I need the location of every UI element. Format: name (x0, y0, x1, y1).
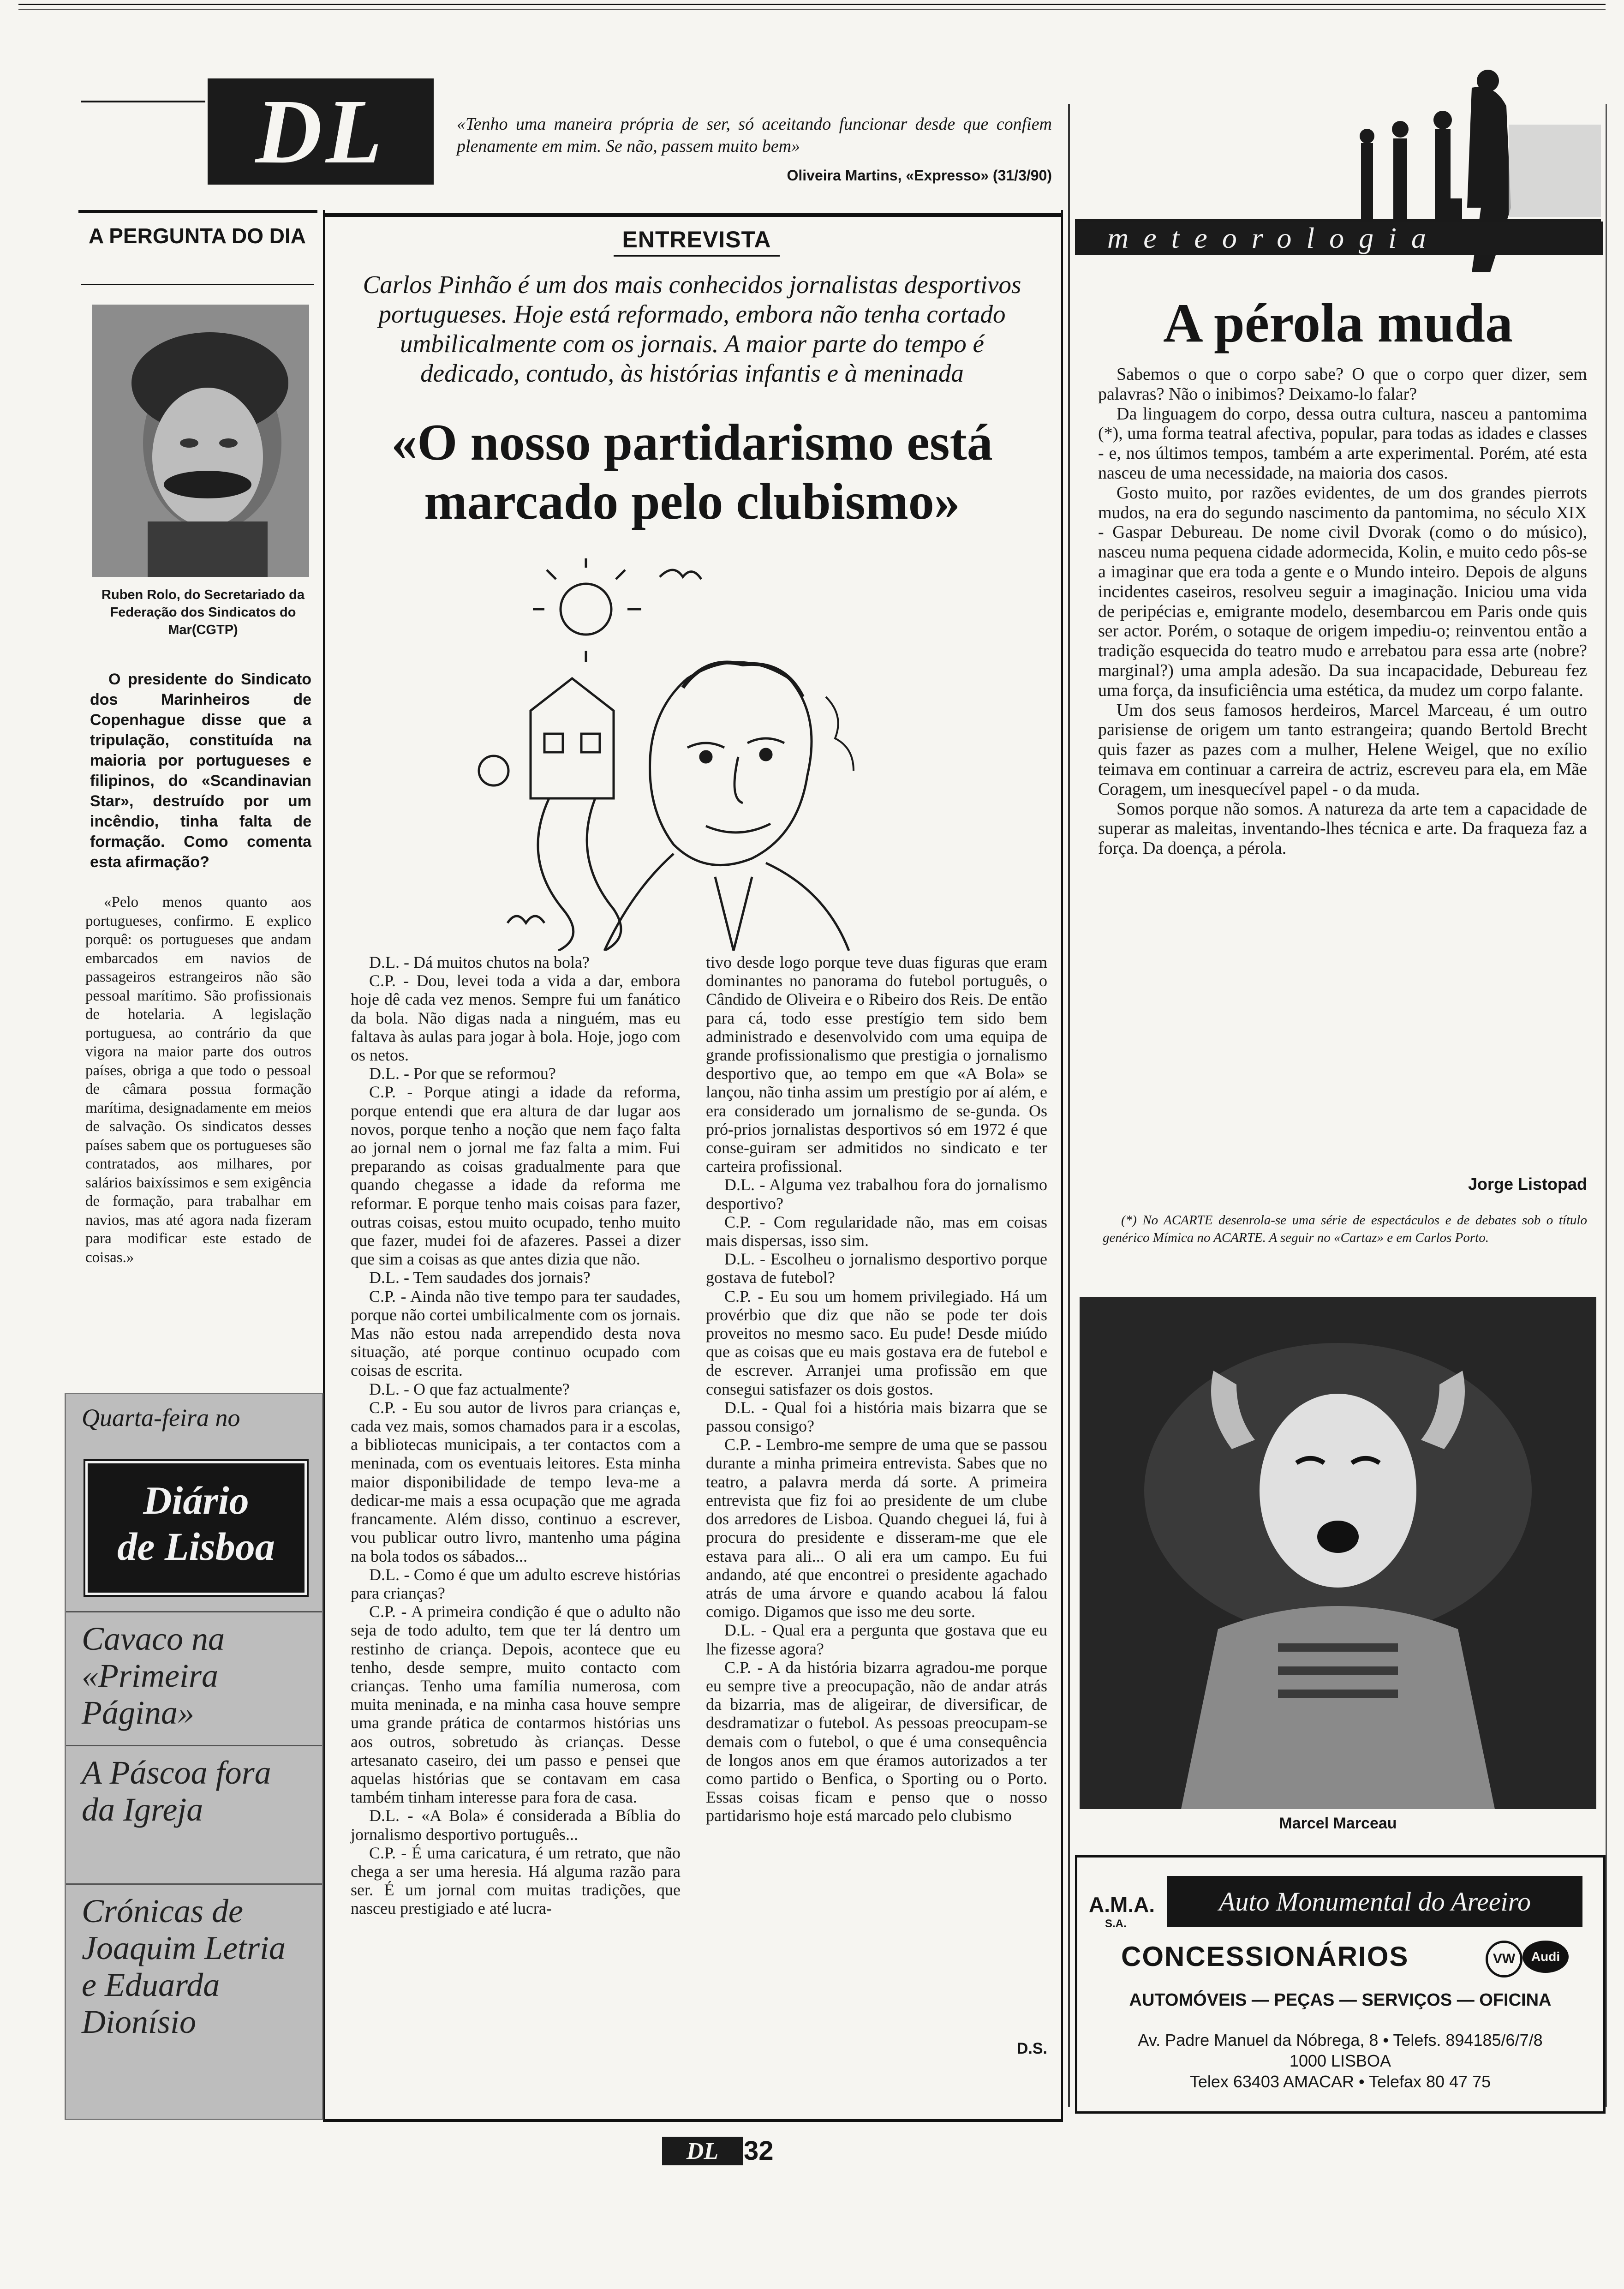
right-headline: A pérola muda (1163, 292, 1513, 354)
qa-5: D.L. - Tem saudades dos jornais? (369, 1268, 591, 1287)
marcel-marceau-photo (1080, 1297, 1596, 1809)
qa-1: D.L. - Dá muitos chutos na bola? (369, 953, 590, 971)
meteorologia-bar (1075, 222, 1603, 255)
ad-ama: A.M.A. (1089, 1893, 1155, 1917)
dl-header-logo (208, 78, 434, 185)
ad-telex: Telex 63403 AMACAR • Telefax 80 47 75 (1189, 2072, 1491, 2091)
right-paragraph-3: Gosto muito, por razões evidentes, de um dos grandes pierrots mudos, na era do segundo nascimento da pantomima, no século XIX - Gaspar Debureau. De nome civil Dvorak (como o do músico), nasceu numa pequena cidade adormecida, Kolin, e muito cedo pôs-se a imaginar que era toda a gente e o Mundo inteiro. Depois de alguns incidentes caseiros, resolveu seguir a imaginação. Iniciou uma vida de peripécias e, emigrante modelo, desembarcou em Paris onde quis ser actor. Porém, o sotaque de origem impediu-o; reinventou então a tradição esquecida do teatro mudo e arrebatou para essa arte (nobre? marginal?) uma ampla adesão. Da sua incapacidade, Debureau fez uma força, da insuficiência uma estética, da mudez um corpo falante. (1098, 483, 1587, 700)
daily-question: O presidente do Sindicato dos Marinheiros de Copenhague disse que a tripulação, constituída na maioria por portugueses e filipinos, do «Scandinavian Star», destruído por um incêndio, tinha falta de formação. Como comenta esta afirmação? (90, 671, 311, 871)
qa-10: C.P. - A primeira condição é que o adulto não seja de todo adulto, tem que ter lá dentro um restinho de criança. Depois, acontece que eu tenho, desde sempre, muito contacto com crianças. Tenho uma família numerosa, com muita meninada, e na minha casa houve sempre uma grande prática de contarmos histórias uns aos outros, sobretudo às crianças. Desse artesanato caseiro, dei um passo e pensei que aquelas histórias que se contavam em casa também tinham interesse para fora de casa. (351, 1602, 681, 1807)
ad-services: AUTOMÓVEIS — PEÇAS — SERVIÇOS — OFICINA (1129, 1990, 1552, 2010)
qa-2: C.P. - Dou, levei toda a vida a dar, embora hoje dê cada vez menos. Sempre fui um fanático da bola. Não digas nada a ninguém, mas eu faltava às aulas para jogar à bola. Hoje, jogo com os netos. (351, 971, 681, 1065)
left-photo-caption: Ruben Rolo, do Secretariado da Federação dos Sindicatos do Mar(CGTP) (102, 587, 304, 637)
portrait-illustration (92, 305, 309, 577)
promo-header: Quarta-feira no (82, 1404, 240, 1432)
promo-divider-1 (66, 1611, 322, 1612)
ruben-rolo-photo (92, 305, 309, 577)
promo-logo-line2: de Lisboa (117, 1524, 275, 1569)
header-left-rule (81, 101, 205, 102)
ad-brand-script: Auto Monumental do Areeiro (1218, 1886, 1531, 1917)
promo-logo-line1: Diário (143, 1478, 249, 1522)
left-top-rule (78, 210, 317, 213)
right-outer-border (1606, 104, 1607, 2107)
interview-headline: «O nosso partidarismo está marcado pelo clubismo» (391, 414, 993, 530)
audi-logo-text: Audi (1531, 1949, 1560, 1964)
qa-9: D.L. - Como é que um adulto escreve histórias para crianças? (351, 1565, 681, 1602)
interview-column-1 (351, 953, 681, 1918)
promo-divider-3 (66, 1883, 322, 1885)
qa-8: C.P. - Eu sou autor de livros para crianças e, cada vez mais, somos chamados para ir a escolas, a bibliotecas municipais, a ter contactos com a meninada, com os eventuais leitores. Esta minha maior disponibilidade de tempo leva-me a dedicar-me mais a essa ocupação que me agrada francamente. Além disso, continuo a escrever, vou publicar outro livro, mantenho uma página na bola todos os sábados... (351, 1398, 681, 1565)
interview-lead: Carlos Pinhão é um dos mais conhecidos jornalistas desportivos portugueses. Hoje está reformado, embora não tenha cortado umbilicalmente com os jornais. A maior parte do tempo é dedicado, contudo, às histórias infantis e à meninada (363, 270, 1021, 387)
top-rule (18, 4, 1606, 5)
promo-box (65, 1393, 323, 2120)
center-top-rule (325, 213, 1061, 217)
qa-17: C.P. - Eu sou um homem privilegiado. Há um provérbio que diz que não se pode ter dois proveitos no mesmo saco. Eu pude! Desde miúdo que as coisas que eu mais gostava era de futebol e de escrever. Arranjei uma profissão em que consegui satisfazer os dois gostos. (706, 1287, 1047, 1398)
center-section-title: ENTREVISTA (622, 227, 771, 252)
ad-brand-banner (1167, 1876, 1582, 1927)
qa-18: D.L. - Qual foi a história mais bizarra que se passou consigo? (706, 1398, 1047, 1436)
header-quote-source: Oliveira Martins, «Expresso» (31/3/90) (787, 167, 1052, 184)
ad-concessionarios: CONCESSIONÁRIOS (1121, 1941, 1409, 1972)
right-column-border (1068, 104, 1070, 2107)
interview-signature: D.S. (1016, 2040, 1047, 2057)
left-title-underline (81, 284, 314, 285)
qa-15: C.P. - Com regularidade não, mas em coisas mais dispersas, isso sim. (706, 1212, 1047, 1250)
ad-address: Av. Padre Manuel da Nóbrega, 8 • Telefs. 894185/6/7/8 (1138, 2031, 1543, 2049)
center-bottom-rule (323, 2119, 1063, 2122)
header-quote: «Tenho uma maneira própria de ser, só aceitando funcionar desde que confiem plenamente em mim. Se não, passem muito bem» (457, 114, 1052, 156)
qa-11: D.L. - «A Bola» é considerada a Bíblia do jornalismo desportivo português... (351, 1806, 681, 1844)
qa-3: D.L. - Por que se reformou? (369, 1064, 556, 1083)
mime-photo-illustration (1080, 1297, 1596, 1809)
promo-divider-2 (66, 1745, 322, 1746)
diario-de-lisboa-logo (85, 1461, 307, 1595)
top-rule-2 (18, 9, 1606, 10)
promo-item-3: Crónicas de Joaquim Letria e Eduarda Dionísio (82, 1893, 286, 2040)
center-title-underline (614, 255, 780, 257)
footer-logo-text: DL (686, 2138, 719, 2164)
right-paragraph-5: Somos porque não somos. A natureza da arte tem a capacidade de superar as maleitas, inventando-lhes técnica e arte. Da fraqueza faz a força. Da doença, a pérola. (1098, 799, 1587, 858)
ad-ama-sub: S.A. (1105, 1917, 1127, 1930)
qa-20: D.L. - Qual era a pergunta que gostava que eu lhe fizesse agora? (706, 1621, 1047, 1658)
right-paragraph-1: Sabemos o que o corpo sabe? O que o corpo quer dizer, sem palavras? Não o inibimos? Deixamo-lo falar? (1098, 365, 1587, 404)
qa-14: D.L. - Alguma vez trabalhou fora do jornalismo desportivo? (706, 1175, 1047, 1213)
right-footnote: (*) No ACARTE desenrola-se uma série de espectáculos e de debates sob o título genérico Mímica no ACARTE. A seguir no «Cartaz» e em Carlos Porto. (1103, 1213, 1587, 1245)
qa-4: C.P. - Porque atingi a idade da reforma, porque entendi que era altura de dar lugar aos novos, porque tenho a noção que nem faço falta ao jornal nem o jornal me faz falta a mim. Fui preparando as coisas gradualmente para que quando chegasse a idade da reforma me reformar. E porque tenho mais coisas para fazer, outras coisas, estou muito ocupado, tenho muito que fazer, mudei foi de afazeres. Passei a dizer que sim a coisas as que antes dizia que não. (351, 1083, 681, 1269)
left-section-title: A PERGUNTA DO DIA (88, 224, 306, 248)
right-paragraph-2: Da linguagem do corpo, dessa outra cultura, nasceu a pantomima (*), uma forma teatral afectiva, popular, para todas as idades e classes - e, nos últimos tempos, também a arte experimental. Porém, até esta nasceu de uma necessidade, na maioria dos casos. (1098, 404, 1587, 483)
center-right-border (1061, 210, 1063, 2121)
footer-dl-logo (662, 2137, 743, 2165)
ad-city: 1000 LISBOA (1289, 2051, 1391, 2070)
caricature-drawing (466, 558, 927, 951)
meteorologia-title: meteorologia (1107, 222, 1441, 254)
right-article-body (1098, 365, 1587, 858)
qa-13: tivo desde logo porque teve duas figuras que eram dominantes no panorama do futebol português, o Cândido de Oliveira e o Ribeiro dos Reis. De então para cá, todo esse prestígio tem sido bem administrado e desenvolvido com uma equipa de grande profissionalismo que prestigia o jornalismo desportivo que, ao tempo em que «A Bola» se lançou, não tinha assim um prestígio por aí além, e era considerado um jornalismo de se-gunda. Os pró-prios jornalistas desportivos só em 1972 é que conse-guiram ser admitidos no sindicato e ter carteira profissional. (706, 953, 1047, 1176)
page-number: 32 (744, 2136, 774, 2166)
qa-19: C.P. - Lembro-me sempre de uma que se passou durante a minha primeira entrevista. Sabes que no teatro, a palavra merda dá sorte. A primeira entrevista que fiz foi ao presidente de um clube dos arredores de Lisboa. Quando cheguei lá, fui à procura do presidente e disseram-me que ele estava para ali... O ali era um campo. Eu fui andando, até que encontrei o presidente agachado atrás de uma árvore e quando acabou lá falou comigo. Digamos que isso me deu sorte. (706, 1435, 1047, 1621)
qa-7: D.L. - O que faz actualmente? (369, 1379, 570, 1398)
vw-logo-text: VW (1493, 1951, 1516, 1966)
vw-logo-icon (1486, 1941, 1522, 1977)
qa-6: C.P. - Ainda não tive tempo para ter saudades, porque não cortei umbilicalmente com os jornais. Mas não estou nada arrependido desta nova situação, até porque continuo ocupado com coisas de escrita. (351, 1287, 681, 1380)
carlos-pinhao-caricature (466, 558, 927, 951)
marceau-caption: Marcel Marceau (1279, 1815, 1397, 1832)
daily-answer: «Pelo menos quanto aos portugueses, confirmo. E explico porquê: os portugueses que andam embarcados em navios de passageiros estrangeiros não são pessoal marítimo. São profissionais de hotelaria. A legislação portuguesa, ao contrário da que vigora na maior parte dos outros países, obriga a que todo o pessoal de câmara possua formação marítima, designadamente em meios de salvação. Os sindicatos desses países sabem que os portugueses são contratados, aos milhares, por salários baixíssimos e sem exigência de formação, para trabalhar em navios, mas até agora nada fizeram para modificar este estado de coisas.» (85, 894, 311, 1266)
right-author: Jorge Listopad (1468, 1174, 1587, 1193)
dl-logo-text: DL (255, 80, 386, 183)
promo-item-1: Cavaco na «Primeira Página» (82, 1620, 225, 1731)
interview-column-2 (706, 953, 1047, 1825)
qa-16: D.L. - Escolheu o jornalismo desportivo porque gostava de futebol? (706, 1250, 1047, 1287)
qa-21: C.P. - A da história bizarra agradou-me porque eu sempre tive a preocupação, não de andar atrás da bizarria, mas de aligeirar, de diversificar, de desdramatizar o futebol. As pessoas preocupam-se demais com o futebol, o que é uma consequência de longos anos em que éramos autorizados a ter como partido o Benfica, o Sporting ou o Porto. Essas coisas ficam e penso que o nosso partidarismo hoje está marcado pelo clubismo (706, 1658, 1047, 1825)
right-paragraph-4: Um dos seus famosos herdeiros, Marcel Marceau, é um outro parisiense de origem um tanto estrangeira; quando Bertold Brecht quis fazer as pazes com a mulher, Helene Weigel, que no exílio teimava em continuar a carreira de actriz, escreveu para ela, em Mãe Coragem, um inesquecível papel - o da muda. (1098, 700, 1587, 799)
promo-item-2: A Páscoa fora da Igreja (82, 1754, 271, 1828)
ama-advertisement (1075, 1855, 1606, 2114)
qa-12: C.P. - É uma caricatura, é um retrato, que não chega a ser uma heresia. Há alguma razão para ser. É um jornal com muitas tradições, que nasceu prestigiado e até lucra- (351, 1843, 681, 1918)
audi-logo-icon (1522, 1941, 1569, 1973)
